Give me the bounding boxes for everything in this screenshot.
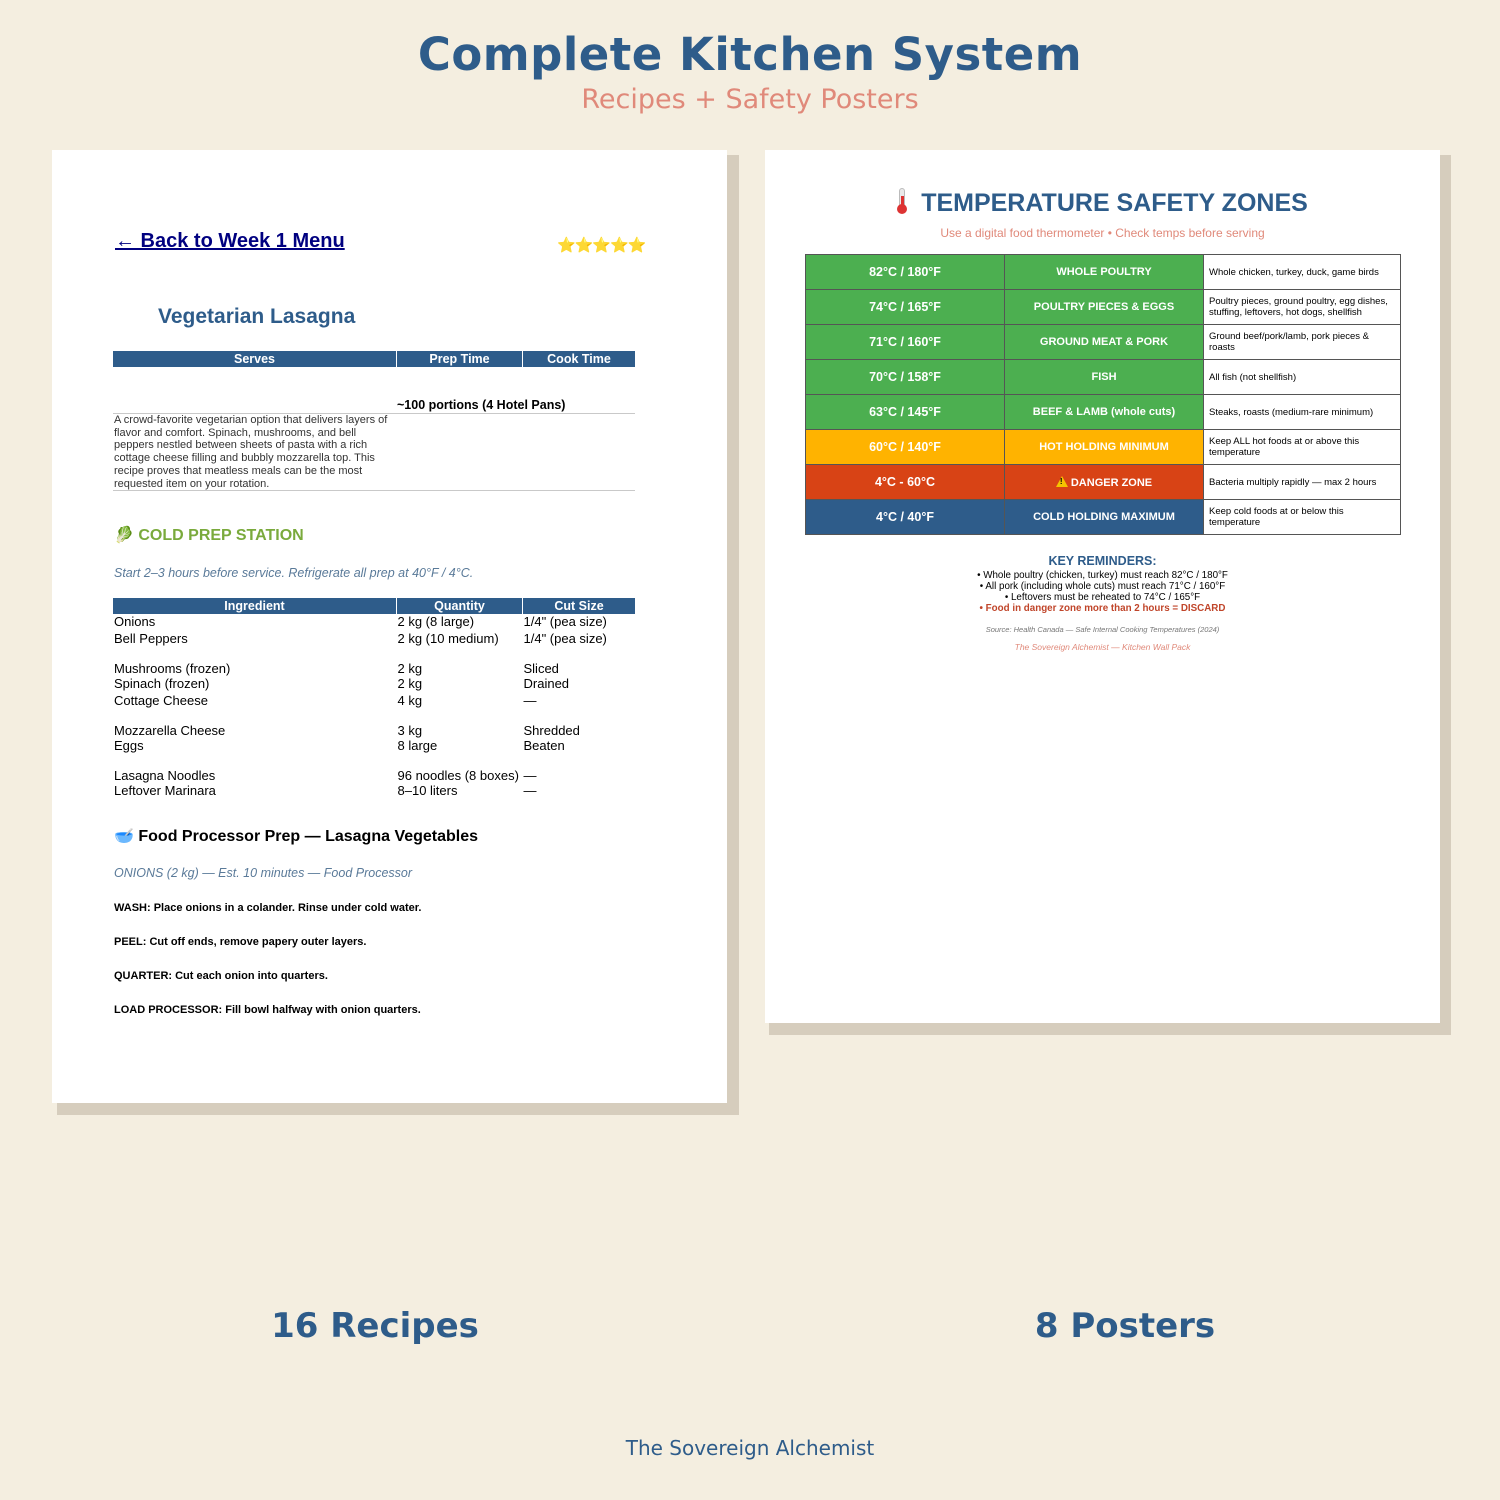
prep-step: LOAD PROCESSOR: Fill bowl halfway with onion quarters.: [114, 1004, 421, 1016]
food-processor-title: Food Processor Prep — Lasagna Vegetables: [138, 828, 479, 845]
zone-temperature: 4°C - 60°C: [806, 465, 1005, 500]
zone-label-text: DANGER ZONE: [1070, 476, 1153, 489]
warning-icon: [1056, 476, 1068, 487]
reminder-item: • All pork (including whole cuts) must reach 71°C / 160°F: [979, 581, 1226, 592]
ingredient-cell: Spinach (frozen): [114, 676, 210, 691]
zone-label: [1005, 290, 1204, 325]
prep-step: PEEL: Cut off ends, remove papery outer layers.: [114, 936, 367, 948]
zone-description: Ground beef/pork/lamb, pork pieces & roasts: [1204, 325, 1401, 360]
ingredient-cell: Onions: [114, 614, 156, 629]
zone-temperature: 60°C / 140°F: [806, 430, 1005, 465]
zone-temperature: 4°C / 40°F: [806, 500, 1005, 535]
quantity-cell: 8 large: [397, 738, 438, 753]
zone-row: [806, 255, 1401, 290]
ingredient-cell: Bell Peppers: [114, 631, 188, 646]
recipe-info-table: [113, 351, 635, 367]
star-rating: ⭐⭐⭐⭐⭐: [557, 237, 646, 254]
zone-temperature: 74°C / 165°F: [806, 290, 1005, 325]
zone-row: [806, 360, 1401, 395]
poster-title: [765, 188, 1440, 218]
prep-step: QUARTER: Cut each onion into quarters.: [114, 970, 328, 982]
zone-row: [806, 395, 1401, 430]
zone-label-text: GROUND MEAT & PORK: [1039, 336, 1169, 348]
main-subtitle: Recipes + Safety Posters: [581, 84, 919, 115]
footer-brand: The Sovereign Alchemist: [625, 1436, 875, 1460]
key-reminders-heading: KEY REMINDERS:: [1048, 554, 1157, 568]
recipe-page: [52, 150, 727, 1103]
header-prep-time: Prep Time: [397, 351, 523, 367]
zone-description: Whole chicken, turkey, duck, game birds: [1204, 255, 1401, 290]
ingredient-cell: Cottage Cheese: [114, 693, 208, 708]
header-quantity: Quantity: [397, 598, 523, 614]
zone-label-text: HOT HOLDING MINIMUM: [1039, 441, 1169, 453]
ingredient-cell: Lasagna Noodles: [114, 768, 216, 783]
zone-row: [806, 430, 1401, 465]
header-serves: Serves: [113, 351, 397, 367]
source-citation: Source: Health Canada — Safe Internal Cooking Temperatures (2024): [985, 625, 1220, 634]
cut-cell: Sliced: [523, 661, 559, 676]
reminder-item: • Whole poultry (chicken, turkey) must reach 82°C / 180°F: [977, 570, 1228, 581]
cut-cell: —: [523, 768, 537, 783]
poster-page: [765, 150, 1440, 1023]
cut-cell: Shredded: [523, 723, 580, 738]
zone-description: Keep cold foods at or below this temperature: [1204, 500, 1401, 535]
quantity-cell: 2 kg (10 medium): [397, 631, 499, 646]
posters-count: 8 Posters: [1034, 1306, 1216, 1346]
food-processor-note: ONIONS (2 kg) — Est. 10 minutes — Food Processor: [114, 866, 413, 880]
ingredient-cell: Mozzarella Cheese: [114, 723, 226, 738]
zone-label: [1005, 360, 1204, 395]
table-row: [113, 693, 635, 710]
quantity-cell: 2 kg (8 large): [397, 614, 475, 629]
cold-prep-note: Start 2–3 hours before service. Refrigerate all prep at 40°F / 4°C.: [114, 566, 474, 580]
back-to-menu-link[interactable]: ← Back to Week 1 Menu: [115, 230, 345, 252]
ingredient-cell: Eggs: [114, 738, 144, 753]
ingredient-cell: Mushrooms (frozen): [114, 661, 231, 676]
header-ingredient: Ingredient: [113, 598, 397, 614]
poster-subtitle: Use a digital food thermometer • Check temps before serving: [940, 226, 1265, 240]
quantity-cell: 3 kg: [397, 723, 423, 738]
discard-alert: • Food in danger zone more than 2 hours = DISCARD: [979, 603, 1226, 614]
table-row: [113, 710, 635, 738]
quantity-cell: 96 noodles (8 boxes): [397, 768, 519, 783]
zone-label: [1005, 500, 1204, 535]
zone-label: [1005, 325, 1204, 360]
zone-description: Steaks, roasts (medium-rare minimum): [1204, 395, 1401, 430]
portions-value: ~100 portions (4 Hotel Pans): [397, 398, 566, 412]
cut-cell: Drained: [523, 676, 570, 691]
temperature-table: [805, 254, 1401, 535]
table-row: [113, 738, 635, 755]
cold-prep-heading: [114, 525, 304, 545]
zone-label-text: FISH: [1091, 371, 1117, 383]
zone-label-text: WHOLE POULTRY: [1056, 266, 1152, 278]
zone-label: [1005, 465, 1204, 500]
cut-cell: 1/4" (pea size): [523, 614, 607, 629]
zone-label: [1005, 255, 1204, 290]
quantity-cell: 8–10 liters: [397, 783, 458, 798]
zone-row: [806, 290, 1401, 325]
lettuce-icon: 🥬: [114, 527, 134, 544]
recipe-description: A crowd-favorite vegetarian option that delivers layers of flavor and comfort. Spinach, mushrooms, and bell peppers nestled between sheets of pasta with a rich cottage cheese filling and bubbly mozzarella top. This recipe proves that meatless meals can be the most requested item on your rotation.: [114, 414, 388, 490]
zone-description: All fish (not shellfish): [1204, 360, 1401, 395]
table-row: [113, 631, 635, 648]
zone-temperature: 71°C / 160°F: [806, 325, 1005, 360]
cut-cell: 1/4" (pea size): [523, 631, 607, 646]
zone-label-text: BEEF & LAMB (whole cuts): [1032, 406, 1176, 418]
table-row: [113, 614, 635, 631]
header-cook-time: Cook Time: [523, 351, 636, 367]
quantity-cell: 2 kg: [397, 661, 423, 676]
zone-label: [1005, 395, 1204, 430]
quantity-cell: 2 kg: [397, 676, 423, 691]
prep-step: WASH: Place onions in a colander. Rinse under cold water.: [114, 902, 422, 914]
cut-cell: —: [523, 783, 537, 798]
zone-description: Bacteria multiply rapidly — max 2 hours: [1204, 465, 1401, 500]
header-cut-size: Cut Size: [523, 598, 636, 614]
table-row: [113, 648, 635, 676]
zone-row: [806, 325, 1401, 360]
zone-label-text: POULTRY PIECES & EGGS: [1033, 301, 1175, 313]
zone-label-text: COLD HOLDING MAXIMUM: [1033, 511, 1175, 523]
recipes-count: 16 Recipes: [271, 1306, 479, 1346]
reminder-item: • Leftovers must be reheated to 74°C / 165°F: [1004, 592, 1201, 603]
zone-temperature: 82°C / 180°F: [806, 255, 1005, 290]
zone-label: [1005, 430, 1204, 465]
table-row: [113, 783, 635, 800]
zone-description: Keep ALL hot foods at or above this temperature: [1204, 430, 1401, 465]
cold-prep-title: COLD PREP STATION: [138, 527, 304, 544]
thermometer-icon: [897, 188, 907, 214]
zone-row: [806, 465, 1401, 500]
zone-temperature: 70°C / 158°F: [806, 360, 1005, 395]
table-row: [113, 676, 635, 693]
bowl-icon: 🥣: [114, 828, 134, 845]
table-row: [113, 755, 635, 783]
ingredient-cell: Leftover Marinara: [114, 783, 216, 798]
cut-cell: Beaten: [523, 738, 565, 753]
poster-title-text: TEMPERATURE SAFETY ZONES: [921, 189, 1308, 217]
quantity-cell: 4 kg: [397, 693, 423, 708]
cut-cell: —: [523, 693, 537, 708]
zone-row: [806, 500, 1401, 535]
main-title: Complete Kitchen System: [417, 28, 1083, 81]
food-processor-heading: [114, 826, 478, 846]
ingredient-table: [113, 598, 635, 800]
zone-temperature: 63°C / 145°F: [806, 395, 1005, 430]
poster-brand: The Sovereign Alchemist — Kitchen Wall Pack: [1014, 642, 1191, 652]
divider: [113, 490, 635, 491]
zone-description: Poultry pieces, ground poultry, egg dishes, stuffing, leftovers, hot dogs, shellfish: [1204, 290, 1401, 325]
recipe-title: Vegetarian Lasagna: [158, 305, 356, 328]
